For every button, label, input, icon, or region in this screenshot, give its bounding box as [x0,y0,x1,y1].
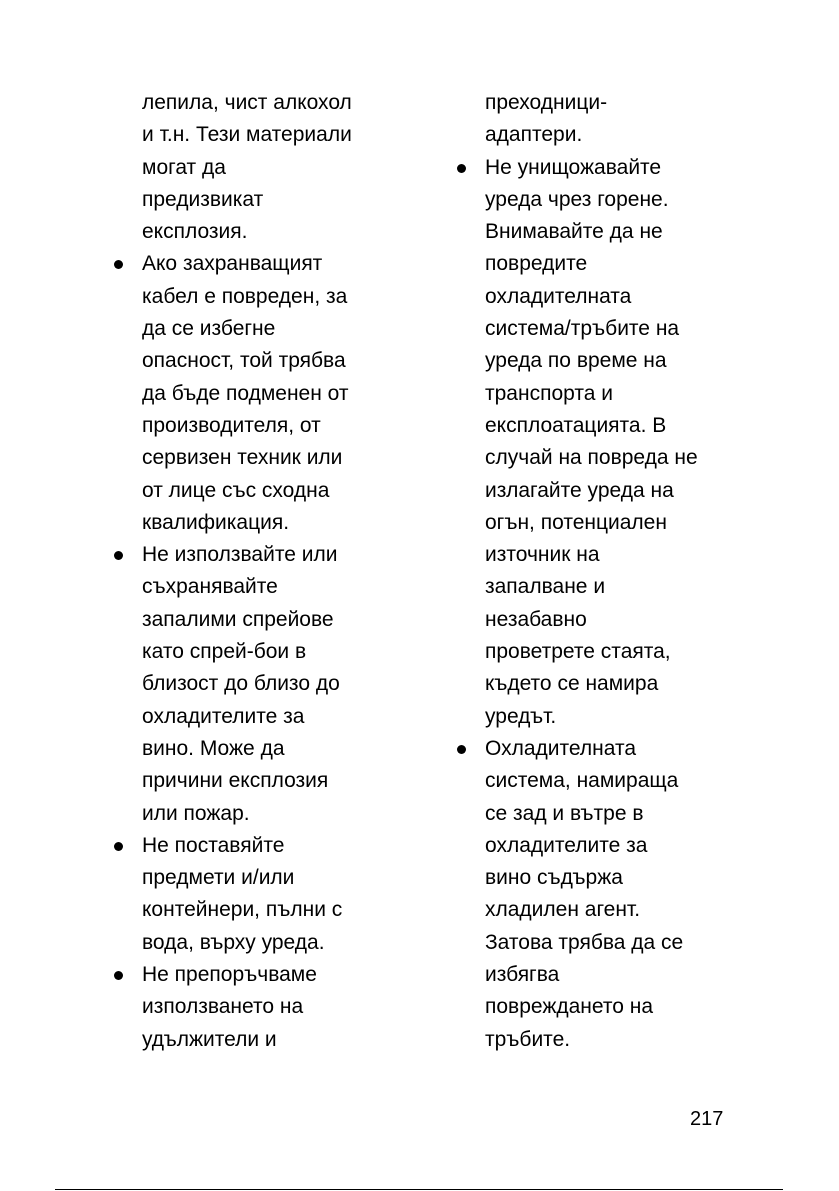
bullet-item-extension-cords [142,959,412,1056]
text-line: сервизен техник или [142,446,343,470]
bullet-item-power-cable [142,248,412,539]
text-line: Ако захранващият [142,252,323,276]
text-line: Не поставяйте [142,833,285,857]
text-line: кабел е повреден, за [142,284,348,308]
text-line: уреда по време на [485,349,667,373]
text-line: излагайте уреда на [485,478,674,502]
right-column [485,87,755,1056]
text-line: като спрей-бои в [142,640,307,664]
bullet-dot-icon [114,260,123,269]
text-line: се зад и вътре в [485,801,644,825]
text-line: контейнери, пълни с [142,898,343,922]
page-number: 217 [690,1108,724,1130]
text-line: незабавно [485,607,587,631]
text-line: уреда чрез горене. [485,187,669,211]
text-line: причини експлозия [142,769,329,793]
text-line: опасност, той трябва [142,349,346,373]
text-line: лепила, чист алкохол [142,91,352,114]
text-line: тръбите. [485,1027,571,1051]
text-line: предизвикат [142,187,264,211]
left-column [142,87,412,1056]
text-line: уредът. [485,704,557,728]
bullet-dot-icon [114,551,123,560]
text-line: повредите [485,252,588,276]
text-line: преходници- [485,91,608,114]
text-line: предмети и/или [142,866,295,890]
continuation-text [485,87,755,152]
text-line: където се намира [485,672,659,696]
text-line: адаптери. [485,123,583,147]
text-line: проветрете стаята, [485,640,671,664]
text-line: охладителите за [142,704,305,728]
text-line: източник на [485,543,600,567]
text-line: Охладителната [485,736,637,760]
text-line: вино съдържа [485,866,623,890]
text-line: запалване и [485,575,606,599]
text-line: Не унищожавайте [485,155,662,179]
text-line: близост до близо до [142,672,340,696]
text-line: транспорта и [485,381,613,405]
text-line: вода, върху уреда. [142,930,325,954]
bullet-item-flammable-sprays [142,539,412,830]
bullet-item-burning [485,152,755,733]
bullet-dot-icon [114,971,123,980]
text-line: могат да [142,155,226,179]
text-line: експлоатацията. В [485,413,667,437]
bullet-dot-icon [114,842,123,851]
bullet-item-containers [142,830,412,959]
text-line: вино. Може да [142,736,285,760]
text-line: Затова трябва да се [485,930,684,954]
bullet-dot-icon [457,164,466,173]
text-line: квалификация. [142,510,290,534]
text-line: експлозия. [142,220,248,244]
text-line: огън, потенциален [485,510,667,534]
text-line: използването на [142,995,304,1019]
bullet-dot-icon [457,745,466,754]
text-line: и т.н. Тези материали [142,123,352,147]
text-line: избягва [485,963,560,987]
text-line: производителя, от [142,413,321,437]
text-line: Внимавайте да не [485,220,663,244]
text-line: запалими спрейове [142,607,334,631]
text-line: охладителната [485,284,632,308]
continuation-text [142,87,412,248]
text-line: система/тръбите на [485,317,680,341]
text-line: да бъде подменен от [142,381,349,405]
bullet-item-refrigerant [485,733,755,1056]
text-line: съхранявайте [142,575,278,599]
text-line: Не препоръчваме [142,963,317,987]
text-line: или пожар. [142,801,250,825]
text-line: от лице със сходна [142,478,330,502]
footer-divider [55,1189,783,1190]
text-line: удължители и [142,1027,277,1051]
text-line: случай на повреда не [485,446,698,470]
text-line: Не използвайте или [142,543,338,567]
text-line: повреждането на [485,995,654,1019]
text-line: хладилен агент. [485,898,641,922]
text-line: система, намираща [485,769,679,793]
text-line: да се избегне [142,317,276,341]
text-line: охладителите за [485,833,648,857]
